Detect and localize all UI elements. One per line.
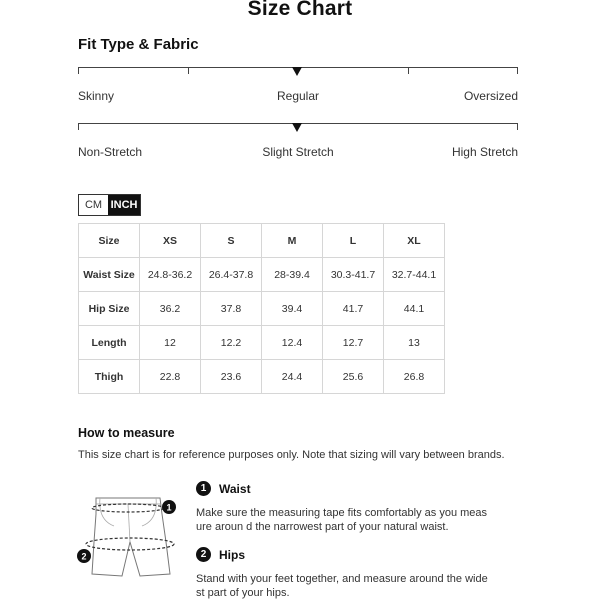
scale-tick xyxy=(188,67,189,74)
fabric-option: Slight Stretch xyxy=(262,145,334,159)
table-cell: 12.7 xyxy=(323,326,384,360)
table-header-cell: XL xyxy=(384,224,445,258)
page-title: Size Chart xyxy=(247,0,353,20)
table-header-cell: M xyxy=(262,224,323,258)
table-cell: 44.1 xyxy=(384,292,445,326)
measure-item-name: Hips xyxy=(219,547,246,562)
table-header-cell: L xyxy=(323,224,384,258)
measure-item-waist xyxy=(196,481,251,496)
how-to-measure-note: This size chart is for reference purposes only. Note that sizing will vary between brands. xyxy=(78,449,505,461)
table-row xyxy=(79,258,445,292)
unit-cm-button[interactable]: CM xyxy=(79,195,108,215)
table-row-label: Thigh xyxy=(79,360,140,394)
table-row-label: Length xyxy=(79,326,140,360)
unit-inch-button[interactable]: INCH xyxy=(108,195,140,215)
table-row-label: Hip Size xyxy=(79,292,140,326)
table-row xyxy=(79,326,445,360)
table-cell: 12 xyxy=(140,326,201,360)
table-cell: 25.6 xyxy=(323,360,384,394)
measure-item-hips xyxy=(196,547,245,562)
table-cell: 12.4 xyxy=(262,326,323,360)
table-cell: 13 xyxy=(384,326,445,360)
fit-type-labels xyxy=(78,89,518,103)
table-cell: 28-39.4 xyxy=(262,258,323,292)
fit-type-option: Oversized xyxy=(463,89,518,103)
table-header-cell: XS xyxy=(140,224,201,258)
fabric-option: Non-Stretch xyxy=(78,145,143,159)
table-cell: 26.8 xyxy=(384,360,445,394)
table-cell: 41.7 xyxy=(323,292,384,326)
scale-tick xyxy=(78,67,79,74)
fabric-labels xyxy=(78,145,518,159)
scale-tick xyxy=(78,123,79,130)
number-badge-icon: 1 xyxy=(196,481,211,496)
fit-section-title: Fit Type & Fabric xyxy=(78,36,199,53)
measure-item-description: Stand with your feet together, and measure around the widest part of your hips. xyxy=(196,573,488,599)
size-table xyxy=(78,223,445,394)
table-cell: 26.4-37.8 xyxy=(201,258,262,292)
table-row xyxy=(79,360,445,394)
fabric-scale xyxy=(78,123,518,135)
table-header-cell: S xyxy=(201,224,262,258)
shorts-diagram xyxy=(74,490,186,582)
scale-tick xyxy=(408,67,409,74)
fit-type-scale xyxy=(78,67,518,79)
fit-type-option: Regular xyxy=(276,89,320,103)
scale-tick xyxy=(517,123,518,130)
measure-item-description: Make sure the measuring tape fits comfortably as you measure aroun d the narrowest part of your natural waist. xyxy=(196,507,488,533)
how-to-measure-title: How to measure xyxy=(78,426,175,440)
unit-toggle xyxy=(78,194,141,216)
fabric-option: High Stretch xyxy=(451,145,518,159)
fabric-marker-icon xyxy=(292,123,302,132)
fit-type-option: Skinny xyxy=(78,89,115,103)
number-badge-icon: 2 xyxy=(196,547,211,562)
table-cell: 37.8 xyxy=(201,292,262,326)
table-cell: 12.2 xyxy=(201,326,262,360)
table-cell: 23.6 xyxy=(201,360,262,394)
table-cell: 22.8 xyxy=(140,360,201,394)
scale-tick xyxy=(517,67,518,74)
table-cell: 24.4 xyxy=(262,360,323,394)
table-cell: 39.4 xyxy=(262,292,323,326)
fit-type-marker-icon xyxy=(292,67,302,76)
table-cell: 24.8-36.2 xyxy=(140,258,201,292)
diagram-badge-2: 2 xyxy=(81,551,87,562)
table-cell: 30.3-41.7 xyxy=(323,258,384,292)
measure-item-name: Waist xyxy=(219,481,251,496)
diagram-badge-1: 1 xyxy=(166,502,172,513)
table-cell: 36.2 xyxy=(140,292,201,326)
table-cell: 32.7-44.1 xyxy=(384,258,445,292)
table-header-cell: Size xyxy=(79,224,140,258)
table-row-label: Waist Size xyxy=(79,258,140,292)
shorts-diagram-icon xyxy=(74,490,186,582)
table-row xyxy=(79,292,445,326)
table-header-row xyxy=(79,224,445,258)
